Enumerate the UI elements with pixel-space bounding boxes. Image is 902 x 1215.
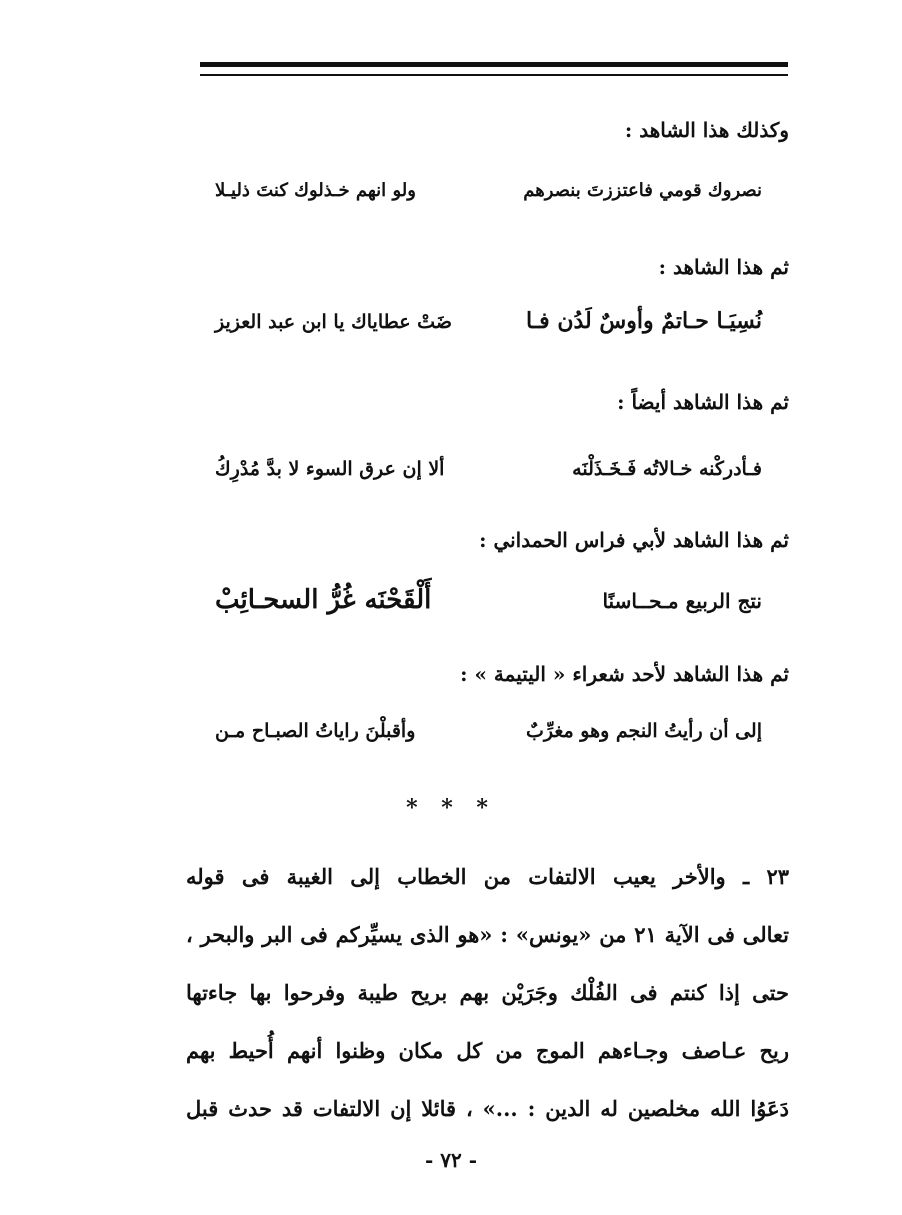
verse-row xyxy=(215,585,762,615)
page-number: - ٧٢ - xyxy=(424,1148,477,1172)
paragraph-line: حتى إذا كنتم فى الفُلْك وجَرَيْن بهم بريح طيبة وفرحوا بها جاءتها xyxy=(186,980,789,1005)
verse-row xyxy=(215,720,762,742)
intro-line: ثم هذا الشاهد لأبي فراس الحمداني : xyxy=(479,528,789,552)
verse-first-hemistich: أَلْقَحْنَه غُرُّ السحـائِبْ xyxy=(215,585,432,615)
verse-second-hemistich: ضَتْ عطاياك يا ابن عبد العزيز xyxy=(215,311,452,333)
body-paragraph xyxy=(186,848,789,1138)
header-rule-thick xyxy=(200,62,788,67)
intro-line: وكذلك هذا الشاهد : xyxy=(624,118,789,142)
intro-line: ثم هذا الشاهد : xyxy=(658,255,789,279)
verse-row xyxy=(215,180,762,201)
paragraph-line: تعالى فى الآية ٢١ من «يونس» : «هو الذى يسيِّركم فى البر والبحر ، xyxy=(186,922,789,947)
verse-second-hemistich: إلى أن رأيتُ النجم وهو مغرِّبٌ xyxy=(525,720,762,742)
paragraph-line: ٢٣ ـ والأخر يعيب الالتفات من الخطاب إلى الغيبة فى قوله xyxy=(186,864,789,889)
verse-first-hemistich: وأقبلْنَ راياتُ الصبـاح مـن xyxy=(215,720,416,742)
header-rule-thin xyxy=(200,74,788,76)
intro-line: ثم هذا الشاهد لأحد شعراء « اليتيمة » : xyxy=(460,662,789,686)
verse-row xyxy=(215,458,762,480)
paragraph-line: ريح عـاصف وجـاءهم الموج من كل مكان وظنوا أنهم أُحيط بهم xyxy=(186,1038,789,1063)
verse-row xyxy=(215,308,762,334)
verse-first-hemistich: نصروك قومي فاعتززتَ بنصرهم xyxy=(523,180,762,201)
section-separator: * * * xyxy=(406,795,496,821)
verse-second-hemistich: ألا إن عرق السوء لا بدَّ مُدْرِكُ xyxy=(215,458,445,480)
intro-line: ثم هذا الشاهد أيضاً : xyxy=(617,390,789,414)
verse-first-hemistich: نُسِيَـا حـاتمٌ وأوسٌ لَدُن فـا xyxy=(526,308,762,334)
verse-first-hemistich: فـأدركْنه خـالاتُه فَـخَـذَلْنَه xyxy=(572,458,762,480)
verse-second-hemistich: ولو انهم خـذلوك كنتَ ذليـلا xyxy=(215,180,416,201)
paragraph-line: دَعَوُا الله مخلصين له الدين : ...» ، قائلا إن الالتفات قد حدث قبل xyxy=(186,1096,789,1121)
verse-second-hemistich: نتج الربيع مـحــاسنًا xyxy=(602,589,762,613)
